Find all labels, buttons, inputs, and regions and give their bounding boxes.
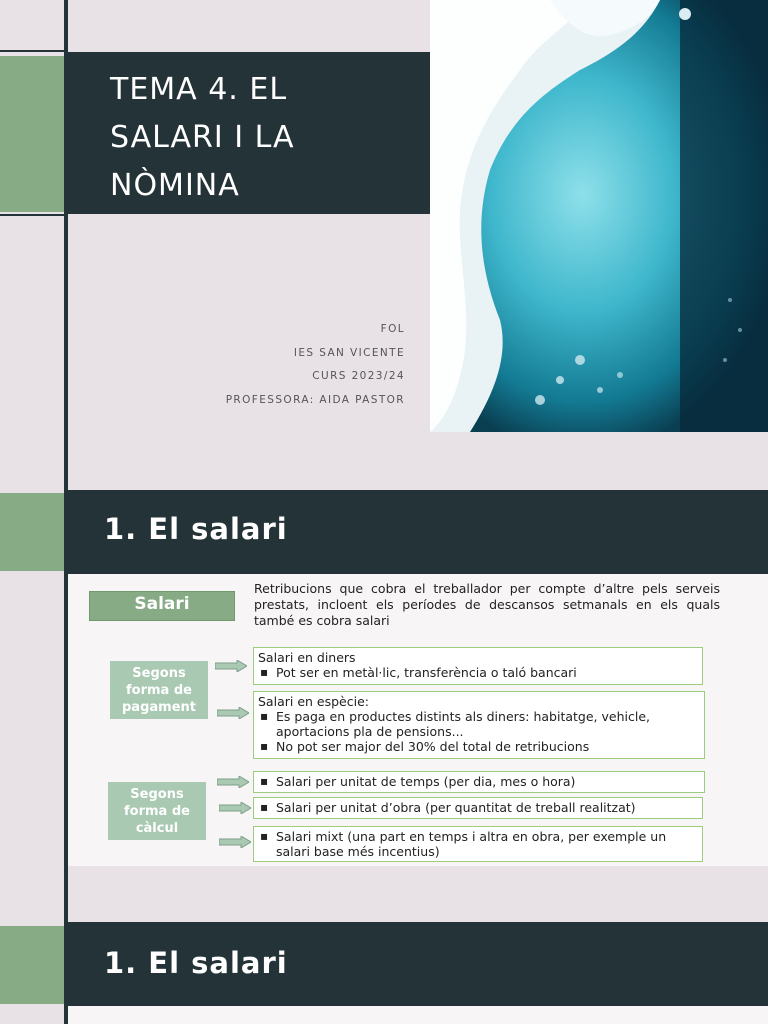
slide2-title: 1. El salari [104,512,288,546]
slide1-divider-top [0,50,64,52]
slide2-accent-block [0,493,64,571]
box2-item: ▪ Es paga en productes distints als diners: habitatge, vehicle, aportacions pla de pensions... [276,709,700,739]
box3-item: ▪ Salari per unitat de temps (per dia, mes o hora) [276,774,700,789]
meta-teacher: PROFESSORA: AIDA PASTOR [225,394,405,406]
slide-gap [0,866,768,922]
box1-item: ▪ Pot ser en metàl·lic, transferència o taló bancari [276,665,698,680]
arrow-right-icon [219,802,251,814]
category-payment-label: Segons forma de pagament [122,665,196,715]
slide3-title: 1. El salari [104,946,288,980]
meta-course: CURS 2023/24 [312,370,405,382]
glacier-photo [430,0,768,432]
arrow-right-icon [215,660,247,672]
slide1-divider-bottom [0,214,64,216]
slide1-accent-block [0,56,64,212]
box-salari-mixt [253,826,703,862]
box4-item: ▪ Salari per unitat d’obra (per quantitat de treball realitzat) [276,800,698,815]
arrow-right-icon [217,707,249,719]
gap-rule [64,866,68,922]
box2-heading: Salari en espècie: [258,694,369,709]
slide1-title: TEMA 4. EL SALARI I LA NÒMINA [110,72,295,203]
gap-rule [64,432,68,490]
slide3-accent-block [0,926,64,1004]
box1-heading: Salari en diners [258,650,356,665]
meta-school: IES SAN VICENTE [293,347,405,359]
arrow-right-icon [217,776,249,788]
slide-gap [0,432,768,490]
category-payment-form [110,661,208,719]
box-salari-especie [253,691,705,759]
salari-definition: Retribucions que cobra el treballador per compte d’altre pels serveis prestats, incloent els períodes de descansos setmanals en els quals també es cobra salari [254,581,720,628]
salari-label: Salari [89,591,235,621]
glacier-illustration [430,0,768,432]
meta-subject: FOL [380,323,405,335]
category-calculation-label: Segons forma de càlcul [124,786,190,836]
arrow-right-icon [219,836,251,848]
box2-item: ▪ No pot ser major del 30% del total de retribucions [276,739,700,754]
box-salari-diners [253,647,703,685]
box-salari-temps [253,771,705,793]
box5-item: ▪ Salari mixt (una part en temps i altra en obra, per exemple un salari base més incentius) [276,829,698,859]
category-calculation-form [108,782,206,840]
slide3-body [68,1006,768,1024]
box-salari-obra [253,797,703,819]
